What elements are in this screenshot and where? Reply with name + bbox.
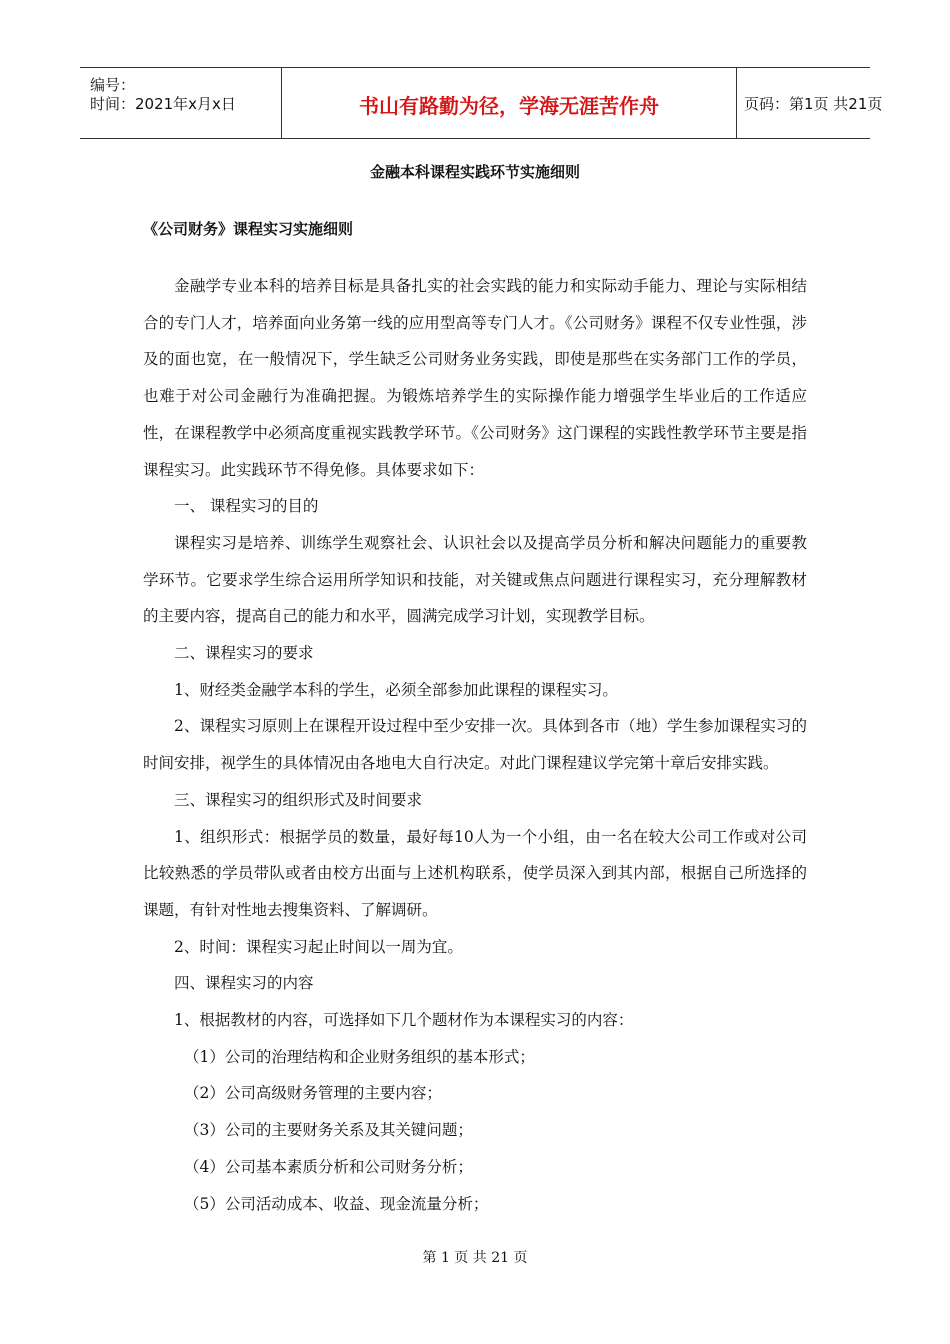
document-date: 时间：2021年x月x日 (90, 95, 236, 113)
section-heading-requirements: 二、课程实习的要求 (174, 644, 314, 663)
document-title: 金融本科课程实践环节实施细则 (369, 163, 580, 181)
paragraph-intro: 金融学专业本科的培养目标是具备扎实的社会实践的能力和实际动手能力、理论与实际相结合的专门人才，培养面向业务第一线的应用型高等专门人才。《公司财务》课程不仅专业性强，涉及的面也宽，在一般情况下，学生缺乏公司财务业务实践，即使是那些在实务部门工作的学员，也难于对公司金融行为准确把握。为锻炼培养学生的实际操作能力增强学生毕业后的工作适应性，在课程教学中必须高度重视实践教学环节。《公司财务》这门课程的实践性教学环节主要是指课程实习。此实践环节不得免修。具体要求如下： (143, 277, 807, 479)
requirement-item: 2、课程实习原则上在课程开设过程中至少安排一次。具体到各市（地）学生参加课程实习的时间安排，视学生的具体情况由各地电大自行决定。对此门课程建议学完第十章后安排实践。 (143, 717, 807, 773)
paragraph-purpose: 课程实习是培养、训练学生观察社会、认识社会以及提高学员分析和解决问题能力的重要教学环节。它要求学生综合运用所学知识和技能，对关键或焦点问题进行课程实习，充分理解教材的主要内容，提高自己的能力和水平，圆满完成学习计划，实现教学目标。 (143, 533, 807, 626)
topic-list-item: （4）公司基本素质分析和公司财务分析； (184, 1157, 473, 1176)
header-page-cell (736, 68, 883, 138)
section-heading-purpose: 一、 课程实习的目的 (174, 497, 319, 516)
organization-item: 2、时间：课程实习起止时间以一周为宜。 (174, 937, 463, 956)
topic-list-item: （3）公司的主要财务关系及其关键问题； (184, 1121, 473, 1140)
header-motto-cell (281, 68, 737, 138)
topic-list-item: （2）公司高级财务管理的主要内容； (184, 1084, 442, 1103)
header-info-cell (80, 68, 281, 138)
document-number-label: 编号： (90, 76, 136, 94)
page-footer: 第 1 页 共 21 页 (422, 1250, 528, 1266)
topic-list-item: （1）公司的治理结构和企业财务组织的基本形式； (184, 1047, 535, 1066)
content-intro: 1、根据教材的内容，可选择如下几个题材作为本课程实习的内容： (174, 1011, 634, 1030)
page-header (80, 67, 883, 139)
header-page-info: 页码：第1页 共21页 (744, 95, 883, 113)
section-heading-organization: 三、课程实习的组织形式及时间要求 (174, 790, 423, 809)
section-heading-content: 四、课程实习的内容 (174, 974, 314, 993)
document-body (143, 268, 807, 1222)
organization-item: 1、组织形式：根据学员的数量，最好每10人为一个小组，由一名在较大公司工作或对公司比较熟悉的学员带队或者由校方出面与上述机构联系，使学员深入到其内部，根据自己所选择的课题，有针对性地去搜集资料、了解调研。 (143, 827, 807, 919)
requirement-item: 1、财经类金融学本科的学生，必须全部参加此课程的课程实习。 (174, 680, 618, 699)
topic-list-item: （5）公司活动成本、收益、现金流量分析； (184, 1194, 489, 1213)
header-motto: 书山有路勤为径，学海无涯苦作舟 (359, 94, 659, 118)
document-subtitle: 《公司财务》课程实习实施细则 (143, 220, 354, 238)
